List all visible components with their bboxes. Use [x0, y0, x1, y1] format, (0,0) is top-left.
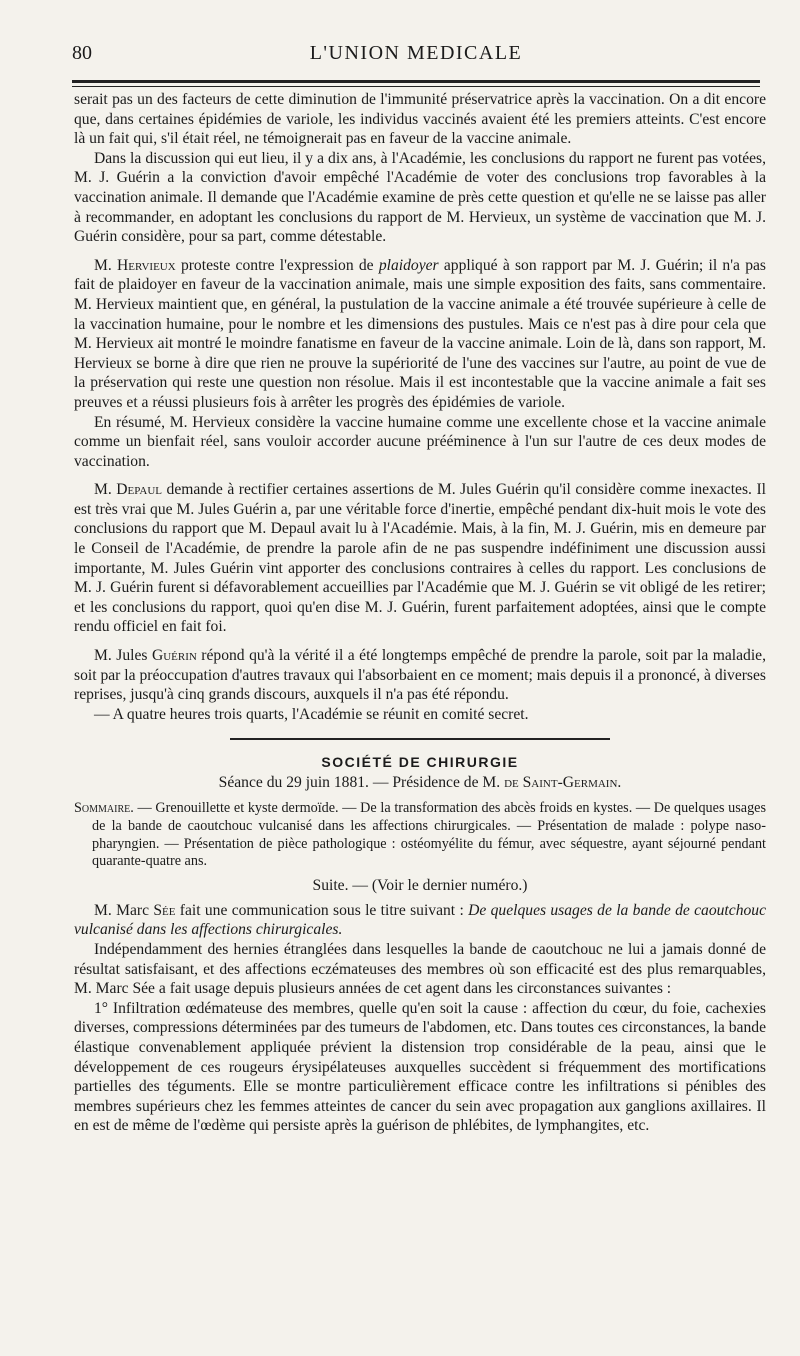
seance-end: . — [617, 774, 622, 792]
seance-particle: de — [504, 774, 519, 792]
communication-title: De quelques usages de la bande de caoutchouc vulcanisé dans les affections chirurgicales. — [74, 901, 766, 939]
section-separator — [230, 738, 610, 740]
italic-term: plaidoyer — [378, 256, 439, 274]
speaker-prefix: M. Jules — [94, 647, 152, 665]
president-name: Saint-Germain — [518, 774, 618, 792]
speaker-name: Depaul — [116, 481, 162, 499]
paragraph-closing: — A quatre heures trois quarts, l'Académie se réunit en comité secret. — [94, 705, 529, 723]
seance-text: Séance du 29 juin 1881. — Présidence de M. — [218, 774, 505, 792]
header-rule — [72, 80, 760, 83]
sommaire — [74, 800, 766, 870]
paragraph-depaul — [74, 480, 766, 637]
paragraph-1: serait pas un des facteurs de cette diminution de l'immunité préservatrice après la vaccination. On a dit encore que, dans certaines épidémies de variole, les individus vaccinés avaient été les premiers atteints. C'est encore là un fait qui, s'il était réel, ne témoignerait pas en faveur de la vaccine animale. — [74, 91, 766, 148]
paragraph-hernies: Indépendamment des hernies étranglées dans lesquelles la bande de caoutchouc ne lui a jamais donné de résultat satisfaisant, et des affections eczémateuses des membres où son efficacité est des plus remarquables, M. Marc Sée a fait usage depuis plusieurs années de cet agent dans les circonstances suivantes : — [74, 940, 766, 998]
speaker-name: Hervieux — [117, 256, 176, 274]
running-title: L'UNION MEDICALE — [309, 42, 523, 64]
paragraph-text: proteste contre l'expression de — [175, 256, 379, 274]
paragraph-2: Dans la discussion qui eut lieu, il y a dix ans, à l'Académie, les conclusions du rapport ne furent pas votées, M. J. Guérin a la conviction d'avoir empêché l'Académie de voter des conclusions trop favorables à la vaccination animale. Il demande que l'Académie examine de près cette question et qu'elle ne se laisse pas aller à recommander, en adoptant les conclusions du rapport de M. Hervieux, un système de vaccination que M. J. Guérin considère, pour sa part, comme détestable. — [74, 149, 766, 246]
paragraph-infiltration: 1° Infiltration œdémateuse des membres, quelle qu'en soit la cause : affection du cœur, du foie, cachexies diverses, compressions déterminées par des tumeurs de l'abdomen, etc. Dans toutes ces circonstances, la bande élastique convenablement appliquée prévient la distension trop considérable de la peau, ainsi que le développement de ces rougeurs érysipélateuses auxquelles succèdent si fréquemment des mortifications partielles des téguments. Elle se montre particulièrement efficace contre les infiltrations si pénibles des membres supérieurs chez les femmes atteintes de cancer du sein avec propagation aux ganglions axillaires. Il en est de même de l'œdème qui persiste après la guérison de phlébites, de lymphangites, etc. — [74, 999, 766, 1135]
paragraph-text: demande à rectifier certaines assertions de M. Jules Guérin qu'il considère comme inexactes. Il est très vrai que M. Jules Guérin a, par une véritable force d'inertie, empêché pendant dix-huit mois le vote des conclusions du rapport que M. Depaul avait lu à l'Académie. Mais, à la fin, M. J. Guérin, mis en demeure par le Conseil de l'Académie, de prendre la parole afin de ne pas suspendre indéfiniment une discussion aussi importante, M. Jules Guérin vint apporter des conclusions contraires à celles du rapport. Les conclusions de M. J. Guérin furent si défavorablement accueillies par l'Académie que M. J. Guérin se vit obligé de les retirer; et les conclusions du rapport, quoi qu'en dise M. J. Guérin, furent parfaitement adoptées, ainsi que le compte rendu officiel en fait foi. — [74, 481, 766, 636]
suite-note: Suite. — (Voir le dernier numéro.) — [312, 876, 528, 894]
page-number: 80 — [72, 42, 92, 64]
speaker-name: Guérin — [151, 647, 197, 665]
speaker-prefix: M. — [94, 256, 118, 274]
section-title: SOCIÉTÉ DE CHIRURGIE — [321, 754, 519, 771]
seance-line — [74, 772, 766, 794]
header-rule-thin — [72, 86, 760, 87]
paragraph-resume: En résumé, M. Hervieux considère la vaccine humaine comme une excellente chose et la vaccine animale comme un bienfait réel, sans vouloir accorder aucune prééminence à l'un sur l'autre de ces deux modes de vaccination. — [74, 413, 766, 470]
speaker-prefix: M. — [94, 481, 117, 499]
paragraph-text: fait une communication sous le titre suivant : — [175, 901, 469, 919]
paragraph-see — [74, 901, 766, 940]
page-header — [72, 42, 760, 76]
page-body — [74, 90, 766, 1136]
paragraph-guerin — [74, 646, 766, 705]
sommaire-text: — Grenouillette et kyste dermoïde. — De la transformation des abcès froids en kystes. — De quelques usages de la bande de caoutchouc vulcanisé dans les affections chirurgicales. — Présentation de malade : polype naso-pharyngien. — Présentation de pièce pathologique : ostéomyélite du fémur, avec séquestre, ayant séjourné pendant quarante-quatre ans. — [92, 800, 766, 870]
sommaire-label: Sommaire. — [74, 800, 134, 817]
paragraph-text: répond qu'à la vérité il a été longtemps empêché de prendre la parole, soit par la maladie, soit par la préoccupation d'autres travaux qui l'absorbaient en ce moment; mais depuis il a prononcé, à diverses reprises, jusqu'à cinq grands discours, auxquels il n'a pas été répondu. — [74, 647, 766, 704]
speaker-prefix: M. Marc — [94, 901, 154, 919]
paragraph-text: appliqué à son rapport par M. J. Guérin; il n'a pas fait de plaidoyer en faveur de la vaccination animale, mais une simple exposition des faits, sans commentaire. M. Hervieux maintient que, en général, la pustulation de la vaccine animale a été trouvée supérieure à celle de la vaccination humaine, pour le nombre et les dimensions des pustules. Mais ce n'est pas à dire pour cela que M. Hervieux ait montré le moindre fanatisme en faveur de la vaccine animale. Loin de là, dans son rapport, M. Hervieux se borne à dire que rien ne prouve la supériorité de l'une des vaccines sur l'autre, au point de vue de la préservation qui reste une question non résolue. Mais il est incontestable que la vaccine animale a fait ses preuves et a réussi plusieurs fois à arrêter les progrès des épidémies de variole. — [74, 256, 766, 411]
paragraph-hervieux — [74, 256, 766, 413]
speaker-name: Sée — [153, 901, 176, 919]
